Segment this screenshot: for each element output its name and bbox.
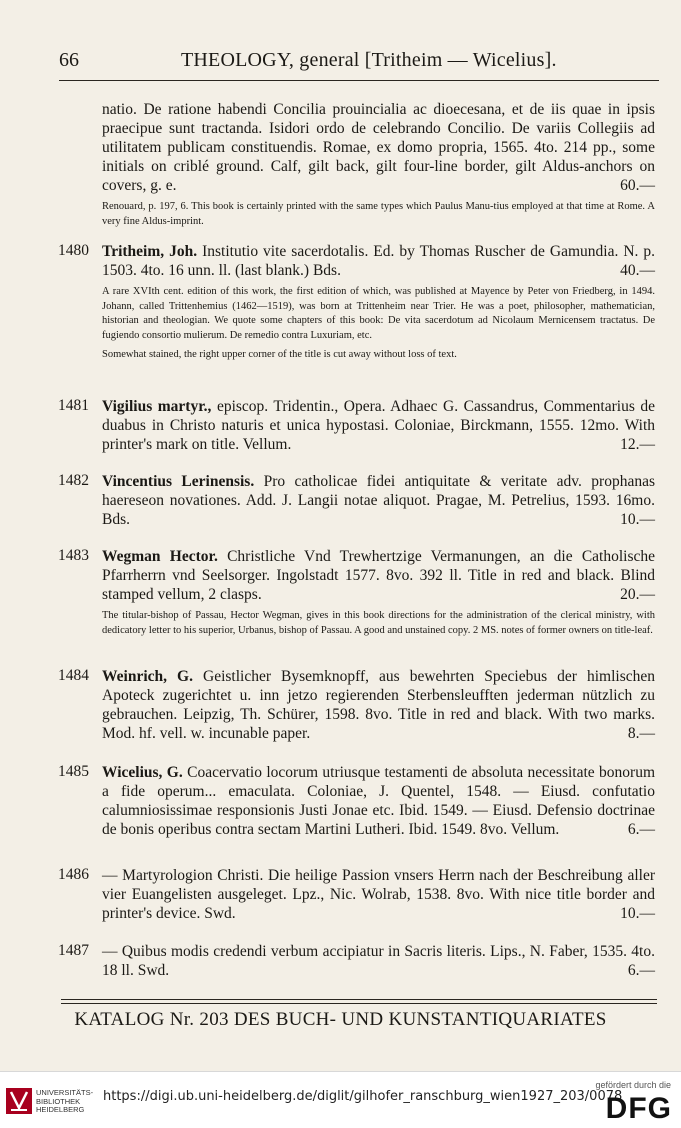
entry-number: 1484 — [58, 667, 89, 684]
entry-author: Wicelius, G. — [102, 764, 183, 781]
catalog-footer: KATALOG Nr. 203 DES BUCH- UND KUNSTANTIQUARIATES — [74, 1009, 607, 1030]
entry-price: 12.— — [620, 436, 655, 453]
entry-note: Renouard, p. 197, 6. This book is certainly printed with the same types which Paulus Manu-tius employed at that time at Rome. A very fine Aldus-imprint. — [102, 201, 655, 227]
entry-text: Christliche Vnd Trewhertzige Vermanungen, an die Catholische Pfarrherrn vnd Seelsorger. Ingolstadt 1577. 8vo. 392 ll. Title in red and black. Blind stamped vellum, 2 clasps. — [102, 548, 655, 603]
header-rule — [59, 80, 659, 81]
entry-author: Wegman Hector. — [102, 548, 218, 565]
entry-price: 6.— — [627, 821, 655, 838]
entry-author: Tritheim, Joh. — [102, 243, 198, 260]
entry-text: Geistlicher Bysemknopff, aus bewehrten Speciebus der himlischen Apoteck zugerichtet u. inn jetzo regierenden Sterbensleufften jederman nützlich zu gebrauchen. Leipzig, Th. Schürer, 1598. 8vo. Title in red and black. With two marks. Mod. hf. vell. w. incunable paper. — [102, 668, 655, 742]
footer-rule — [61, 1003, 657, 1004]
entry-note: A rare XVIth cent. edition of this work, the first edition of which, was published at Mayence by Peter von Friedberg, in 1494. Johann, called Trittenhemius (1462—1519), was born at Trittenheim near Trier. He was a poet, philosopher, mathematician, historian and theologian. We quote some chapters of this book: De vita sacerdotum ad Nicolaum Mernicensem tractatus. De fugiendo consortio mulierum. De remedio contra Luxuriam, etc. — [102, 286, 655, 341]
viewer-bottom-bar — [0, 1071, 681, 1128]
entry-note: Somewhat stained, the right upper corner of the title is cut away without loss of text. — [102, 349, 457, 360]
library-name — [36, 1089, 93, 1115]
entry-number: 1481 — [58, 397, 89, 414]
entry-author: Vigilius martyr., — [102, 398, 212, 415]
funded-by-label: gefördert durch die — [595, 1080, 671, 1090]
entry-price: 10.— — [620, 905, 655, 922]
library-line: BIBLIOTHEK — [36, 1096, 81, 1106]
entry-text: Coacervatio locorum utriusque testamenti de absoluta necessitate bonorum a fide operum... emaculata. Coloniae, J. Quentel, 1548. — Eiusd. confutatio calumniosissimae responsionis Justi Jonae etc. Ibid. 1549. — Eiusd. Defensio doctrinae de bonis operibus contra sectam Martini Lutheri. Ibid. 1549. 8vo. Vellum. — [102, 764, 656, 838]
entry-text: Pro catholicae fidei antiquitate & veritate adv. prophanas haereseon novationes. Add. J. Langii notae aliquot. Pragae, M. Petrelius, 1593. 16mo. Bds. — [102, 473, 655, 528]
dfg-logo: DFG — [605, 1092, 672, 1125]
entry-text: — Quibus modis credendi verbum accipiatur in Sacris literis. Lips., N. Faber, 1535. 4to. 18 ll. Swd. — [102, 943, 655, 979]
entry-text: Institutio vite sacerdotalis. Ed. by Thomas Ruscher de Gamundia. N. p. 1503. 4to. 16 unn. ll. (last blank.) Bds. — [102, 243, 655, 279]
entry-number: 1486 — [58, 866, 89, 883]
entry-number: 1487 — [58, 942, 89, 959]
permalink-url[interactable]: https://digi.ub.uni-heidelberg.de/diglit/gilhofer_ranschburg_wien1927_203/0078 — [103, 1089, 623, 1104]
page-header — [59, 45, 659, 81]
entry-author: Vincentius Lerinensis. — [102, 473, 255, 490]
library-line: UNIVERSITÄTS- — [36, 1088, 94, 1097]
entry-number: 1480 — [58, 242, 89, 259]
entry-text: natio. De ratione habendi Concilia prouincialia ac dioecesana, et de iis quae in ipsis praecipue sunt tractanda. Isidori ordo de celebrando Concilio. De variis Collegiis ad utilitatem publicam constituendis. Romae, ex domo propria, 1565. 4to. 214 pp., some initials on criblé ground. Calf, gilt back, gilt four-line border, gilt Aldus-anchors on covers, g. e. — [102, 101, 655, 194]
entry-price: 60.— — [620, 177, 655, 194]
entry-price: 20.— — [620, 586, 655, 603]
entry-price: 40.— — [620, 262, 655, 279]
page-number: 66 — [59, 49, 79, 71]
university-library-logo-icon — [4, 1086, 34, 1116]
entry-number: 1482 — [58, 472, 89, 489]
entry-price: 10.— — [620, 511, 655, 528]
entry-price: 8.— — [627, 725, 655, 742]
entry-text: episcop. Tridentin., Opera. Adhaec G. Cassandrus, Commentarius de duabus in Christo naturis et unica hypostasi. Coloniae, Birckmann, 1555. 12mo. With printer's mark on title. Vellum. — [102, 398, 655, 453]
entry-number: 1483 — [58, 547, 89, 564]
footer-rule — [61, 999, 657, 1000]
entry-number: 1485 — [58, 763, 89, 780]
library-line: HEIDELBERG — [36, 1105, 85, 1114]
entry-note: The titular-bishop of Passau, Hector Wegman, gives in this book directions for the administration of the clerical ministry, with dedicatory letter to his superior, Urbanus, bishop of Passau. A good and unstained copy. 2 MS. notes of former owners on title-leaf. — [102, 610, 655, 636]
entry-author: Weinrich, G. — [102, 668, 193, 685]
entry-text: — Martyrologion Christi. Die heilige Passion vnsers Herrn nach der Beschreibung aller vier Euangelisten ausgeleget. Lpz., Nic. Wolrab, 1538. 8vo. With nice title border and printer's device. Swd. — [102, 867, 655, 922]
entry-price: 6.— — [627, 962, 655, 979]
page-title: THEOLOGY, general [Tritheim — Wicelius]. — [181, 49, 557, 71]
